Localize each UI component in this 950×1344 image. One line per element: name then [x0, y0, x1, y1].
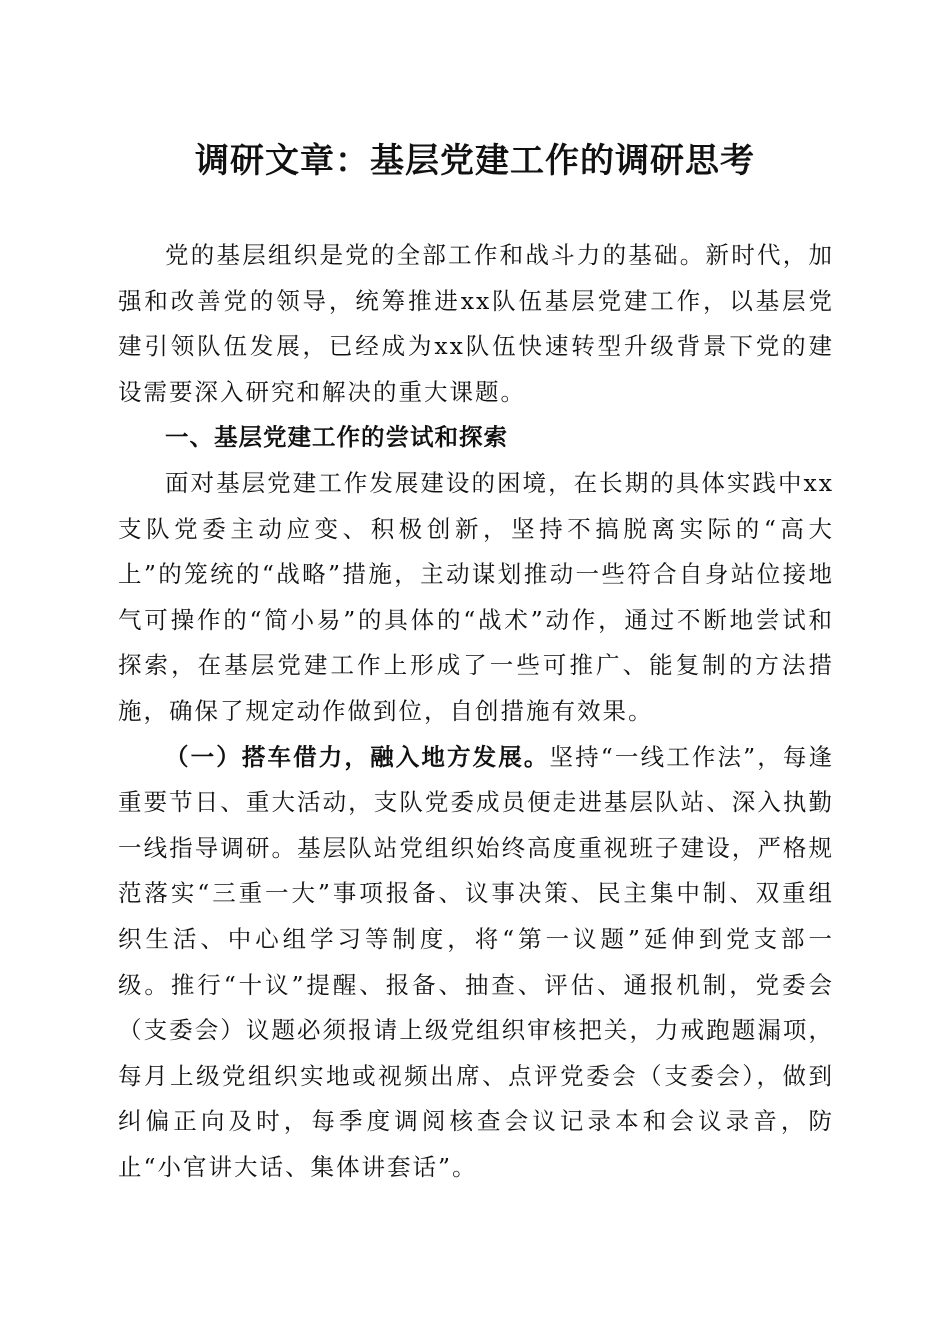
section-heading: 一、基层党建工作的尝试和探索: [165, 423, 508, 452]
intro-paragraph: 党的基层组织是党的全部工作和战斗力的基础。新时代，加强和改善党的领导，统筹推进xx队伍基层党建工作，以基层党建引领队伍发展，已经成为xx队伍快速转型升级背景下党的建设需要深入研究和解决的重大课题。: [118, 241, 834, 406]
subsection-text: 坚持“一线工作法”，每逢重要节日、重大活动，支队党委成员便走进基层队站、深入执勤一线指导调研。基层队站党组织始终高度重视班子建设，严格规范落实“三重一大”事项报备、议事决策、民主集中制、双重组织生活、中心组学习等制度，将“第一议题”延伸到党支部一级。推行“十议”提醒、报备、抽查、评估、通报机制，党委会（支委会）议题必须报请上级党组织审核把关，力戒跑题漏项，每月上级党组织实地或视频出席、点评党委会（支委会），做到纠偏正向及时，每季度调阅核查会议记录本和会议录音，防止“小官讲大话、集体讲套话”。: [118, 742, 835, 1181]
section-paragraph: 面对基层党建工作发展建设的困境，在长期的具体实践中xx支队党委主动应变、积极创新，坚持不搞脱离实际的“高大上”的笼统的“战略”措施，主动谋划推动一些符合自身站位接地气可操作的“简小易”的具体的“战术”动作，通过不断地尝试和探索，在基层党建工作上形成了一些可推广、能复制的方法措施，确保了规定动作做到位，自创措施有效果。: [118, 468, 834, 725]
subsection-lead: （一）搭车借力，融入地方发展。: [165, 742, 550, 771]
subsection-paragraph: [118, 735, 834, 1191]
document-title: 调研文章：基层党建工作的调研思考: [195, 141, 755, 181]
document-body: [118, 233, 834, 1190]
